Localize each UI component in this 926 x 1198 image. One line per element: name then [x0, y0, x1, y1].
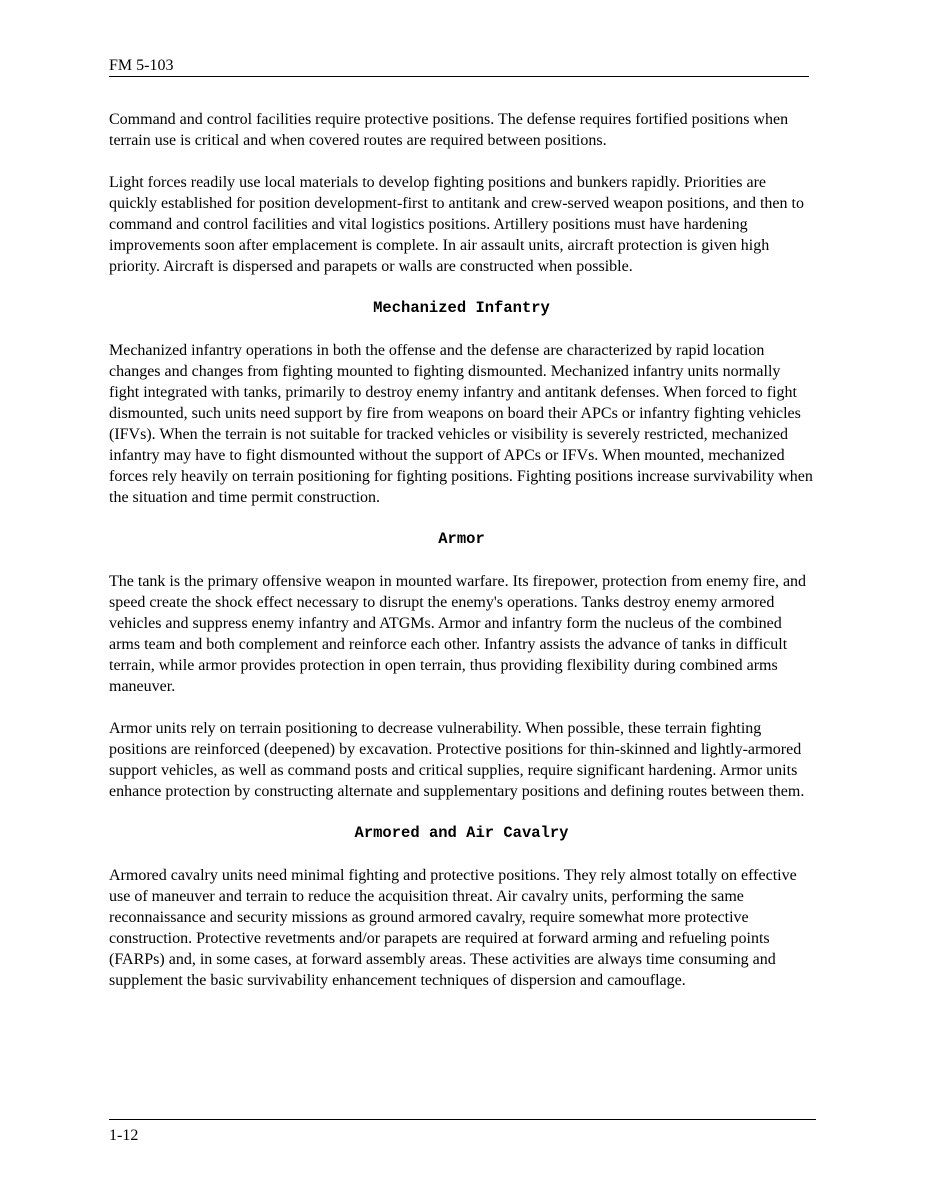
section-heading-mechanized-infantry: Mechanized Infantry: [373, 299, 550, 317]
running-header: [109, 56, 809, 77]
armor-paragraph-2: Armor units rely on terrain positioning to decrease vulnerability. When possible, these terrain fighting positions are reinforced (deepened) by excavation. Protective positions for thin-skinned and lightly-armored support vehicles, as well as command posts and critical supplies, require significant hardening. Armor units enhance protection by constructing alternate and supplementary positions and defining routes between them.: [109, 720, 805, 800]
mechanized-infantry-paragraph: Mechanized infantry operations in both the offense and the defense are characterized by rapid location changes and changes from fighting mounted to fighting dismounted. Mechanized infantry units normally fight integrated with tanks, primarily to destroy enemy infantry and antitank defenses. When forced to fight dismounted, such units need support by fire from weapons on board their APCs or infantry fighting vehicles (IFVs). When the terrain is not suitable for tracked vehicles or visibility is severely restricted, mechanized infantry may have to fight dismounted without the support of APCs or IFVs. When mounted, mechanized forces rely heavily on terrain positioning for fighting positions. Fighting positions increase survivability when the situation and time permit construction.: [109, 342, 813, 506]
cavalry-paragraph: Armored cavalry units need minimal fighting and protective positions. They rely almost totally on effective use of maneuver and terrain to reduce the acquisition threat. Air cavalry units, performing the same reconnaissance and security missions as ground armored cavalry, require somewhat more protective construction. Protective revetments and/or parapets are required at forward arming and refueling points (FARPs) and, in some cases, at forward assembly areas. These activities are always time consuming and supplement the basic survivability enhancement techniques of dispersion and camouflage.: [109, 867, 797, 989]
armor-paragraph-1: The tank is the primary offensive weapon in mounted warfare. Its firepower, protection from enemy fire, and speed create the shock effect necessary to disrupt the enemy's operations. Tanks destroy enemy armored vehicles and suppress enemy infantry and ATGMs. Armor and infantry form the nucleus of the combined arms team and both complement and reinforce each other. Infantry assists the advance of tanks in difficult terrain, while armor provides protection in open terrain, thus providing flexibility during combined arms maneuver.: [109, 573, 807, 695]
intro-paragraph-1: Command and control facilities require protective positions. The defense requires fortified positions when terrain use is critical and when covered routes are required between positions.: [109, 111, 789, 149]
document-id: FM 5-103: [109, 57, 174, 74]
page-number: 1-12: [109, 1127, 139, 1144]
footer-divider: [109, 1119, 816, 1120]
section-heading-armored-air-cavalry: Armored and Air Cavalry: [354, 824, 569, 842]
page-body: [109, 109, 814, 1012]
section-heading-armor: Armor: [438, 530, 485, 548]
intro-paragraph-2: Light forces readily use local materials to develop fighting positions and bunkers rapidly. Priorities are quickly established for position development-first to antitank and crew-served weapon positions, and then to command and control facilities and vital logistics positions. Artillery positions must have hardening improvements soon after emplacement is complete. In air assault units, aircraft protection is given high priority. Aircraft is dispersed and parapets or walls are constructed when possible.: [109, 174, 804, 275]
